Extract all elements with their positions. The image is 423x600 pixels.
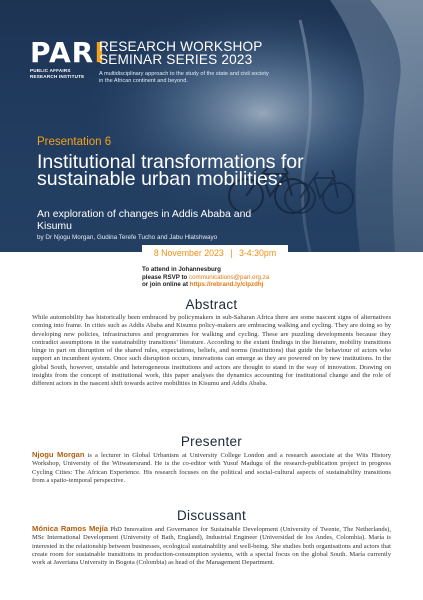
presenter-name: Njogu Morgan (32, 450, 85, 459)
presentation-title: Institutional transformations for sustainable urban mobilities: (37, 151, 304, 190)
rsvp-info (142, 266, 342, 289)
online-link[interactable]: https://rebrand.ly/clpzdhj (189, 281, 264, 289)
series-title: RESEARCH WORKSHOP SEMINAR SERIES 2023 (99, 39, 263, 67)
discussant-bio (32, 525, 391, 567)
rsvp-line (142, 274, 342, 282)
date-separator: | (230, 248, 233, 258)
authors: by Dr Njogu Morgan, Gudina Terefe Tucho and Jabu Hlatshwayo (37, 234, 218, 241)
event-time: 3-4:30pm (238, 248, 277, 258)
header-banner (0, 0, 423, 252)
presentation-subtitle: An exploration of changes in Addis Ababa and Kisumu (37, 208, 252, 232)
rsvp-prefix: please RSVP to (142, 273, 188, 281)
online-prefix: or join online at (142, 281, 189, 289)
location-line: To attend in Johannesburg (142, 266, 221, 273)
presenter-bio (32, 451, 391, 485)
abstract-text: While automobility has historically been embraced by policymakers in sub-Saharan Africa there are some nascent signs of alternatives coming into frame. In cities such as Addis Ababa and Kisumu policy-makers are embracing walking and cycling. They are doing so by developing new policies, infrastructures and programmes for walking and cycling. These are puzzling developments because they contradict assumptions in the sustainability transitions’ literature. According to the extant findings in the literature, mobility transitions hinge in part on disruption of the shared rules, expectations, beliefs, and norms (institutions) that guide the behaviour of actors who support an incumbent system. Once such disruption occurs, innovations can emerge as they are powered on by new institutions. In the global South, however, unstable and heterogeneous institutions and actors are thought to stand in the way of innovation. Drawing on insights from the concept of institutional work, this paper analyses the dynamics accounting for institutional change and the role of different actors in the nascent shift towards active mobilities in Kisumu and Addis Ababa. (32, 314, 391, 388)
rsvp-email-link[interactable]: communications@pari.org.za (189, 273, 270, 281)
series-description: A multidisciplinary approach to the study of the state and civil society in the African continent and beyond. (99, 71, 269, 85)
discussant-name: Mónica Ramos Mejía (32, 524, 108, 533)
online-line (142, 281, 342, 289)
presentation-label: Presentation 6 (37, 136, 112, 148)
discussant-heading: Discussant (176, 508, 247, 523)
logo-text: PARI (30, 36, 106, 69)
presenter-bio-text: is a lecturer in Global Urbanism at University College London and a research associate at the Wits History Workshop, University of the Witwatersrand. He is the co-editor with Yusuf Madugu of the research-publication project in progress Cycling Cities: The African Experience. His research focuses on the political and social-cultural aspects of sustainability transitions from a spatio-temporal perspective. (32, 452, 391, 484)
logo-subtitle: PUBLIC AFFAIRS RESEARCH INSTITUTE (30, 68, 85, 79)
abstract-heading: Abstract (185, 297, 238, 312)
pari-logo (30, 36, 106, 80)
presenter-heading: Presenter (180, 434, 243, 449)
event-date-time (142, 245, 288, 262)
event-date: 8 November 2023 (153, 248, 224, 258)
discussant-bio-text: PhD Innovation and Governance for Sustainable Development (University of Twente, The Netherlands), MSc International Development (University of Bath, England), Industrial Engineer (Universidad de los Andes, Colombia). María is interested in the relationship between businesses, ecological sustainability and well-being. She studies both organisations and actors that create room for sustainable transitions in production-consumption systems, with a special focus on the global South. María currently work at Javeriana University in Bogota (Colombia) as head of the Management Department. (32, 526, 391, 567)
